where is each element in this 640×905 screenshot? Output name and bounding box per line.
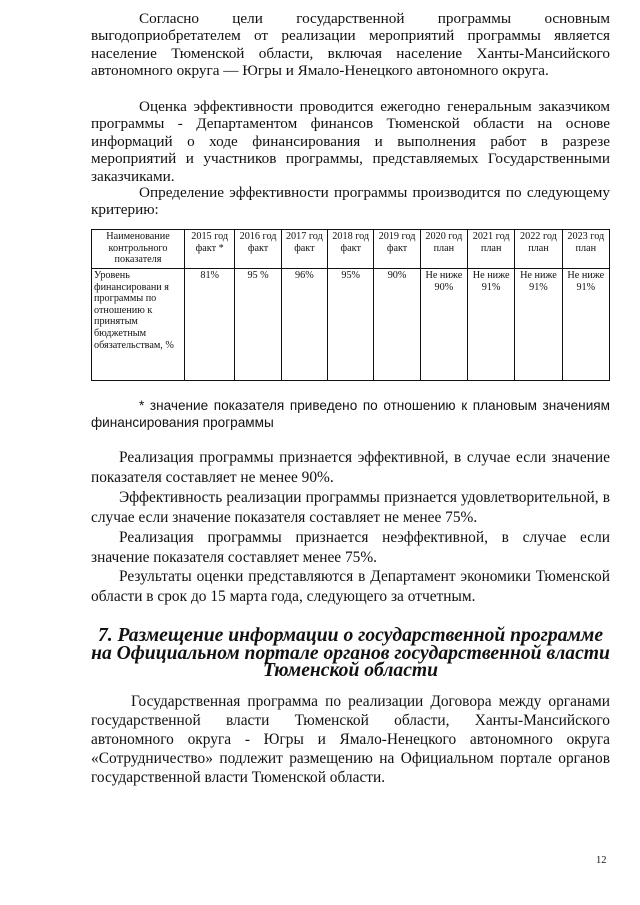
results-submission: Результаты оценки представляются в Департамент экономики Тюменской области в срок до 15 марта года, следующего за отчетным. [91, 568, 610, 605]
page-number: 12 [596, 855, 607, 866]
table-cell: 81% [185, 269, 235, 381]
section-paragraph: Государственная программа по реализации Договора между органами государственной власти Тюменской области, Ханты-Мансийского автономного округа - Югры и Ямало-Ненецкого автономного округа «Сотрудничество» подлежит размещению на Официальном портале органов государственной власти Тюменской области. [91, 693, 610, 786]
table-cell: Не ниже 90% [420, 269, 467, 381]
criterion-effective: Реализация программы признается эффективной, в случае если значение показателя составляет не менее 90%. [91, 449, 610, 486]
table-cell: 95% [328, 269, 374, 381]
table-cell: Не ниже 91% [515, 269, 562, 381]
table-header-cell: 2018 год факт [328, 230, 374, 269]
table-header-cell: 2021 год план [468, 230, 515, 269]
paragraph-beneficiaries: Согласно цели государственной программы основным выгодоприобретателем от реализации мероприятий программы является население Тюменской области, включая население Ханты-Мансийского автономного округа — Югры и Ямало-Ненецкого автономного округа. [91, 10, 610, 80]
paragraph-evaluation: Оценка эффективности проводится ежегодно генеральным заказчиком программы - Департаментом финансов Тюменской области на основе информаций о ходе финансирования и выполнения работ в разрезе мероприятий и участников программы, представляемых Государственными заказчиками. [91, 98, 610, 185]
table-header-cell: 2022 год план [515, 230, 562, 269]
table-cell: Не ниже 91% [562, 269, 609, 381]
table-cell: 90% [374, 269, 420, 381]
table-footnote: * значение показателя приведено по отношению к плановым значениям финансирования программы [91, 398, 610, 431]
section-heading: 7. Размещение информации о государственной программе на Официальном портале органов государственной власти Тюменской области [91, 625, 610, 681]
table-header-cell: 2016 год факт [235, 230, 281, 269]
table-cell: 95 % [235, 269, 281, 381]
table-cell-indicator-name: Уровень финансировани я программы по отношению к принятым бюджетным обязательствам, % [92, 269, 185, 381]
table-cell: Не ниже 91% [468, 269, 515, 381]
indicator-table [91, 229, 610, 381]
table-header-cell: 2023 год план [562, 230, 609, 269]
table-header-cell: Наименование контрольного показателя [92, 230, 185, 269]
table-row [92, 269, 610, 381]
criterion-ineffective: Реализация программы признается неэффективной, в случае если значение показателя составляет менее 75%. [91, 529, 610, 566]
table-header-cell: 2017 год факт [281, 230, 327, 269]
table-header-cell: 2019 год факт [374, 230, 420, 269]
table-header-cell: 2015 год факт * [185, 230, 235, 269]
table-header-cell: 2020 год план [420, 230, 467, 269]
paragraph-criterion-intro: Определение эффективности программы производится по следующему критерию: [91, 184, 610, 219]
table-header-row [92, 230, 610, 269]
table-cell: 96% [281, 269, 327, 381]
criterion-satisfactory: Эффективность реализации программы признается удовлетворительной, в случае если значение показателя составляет не менее 75%. [91, 489, 610, 526]
